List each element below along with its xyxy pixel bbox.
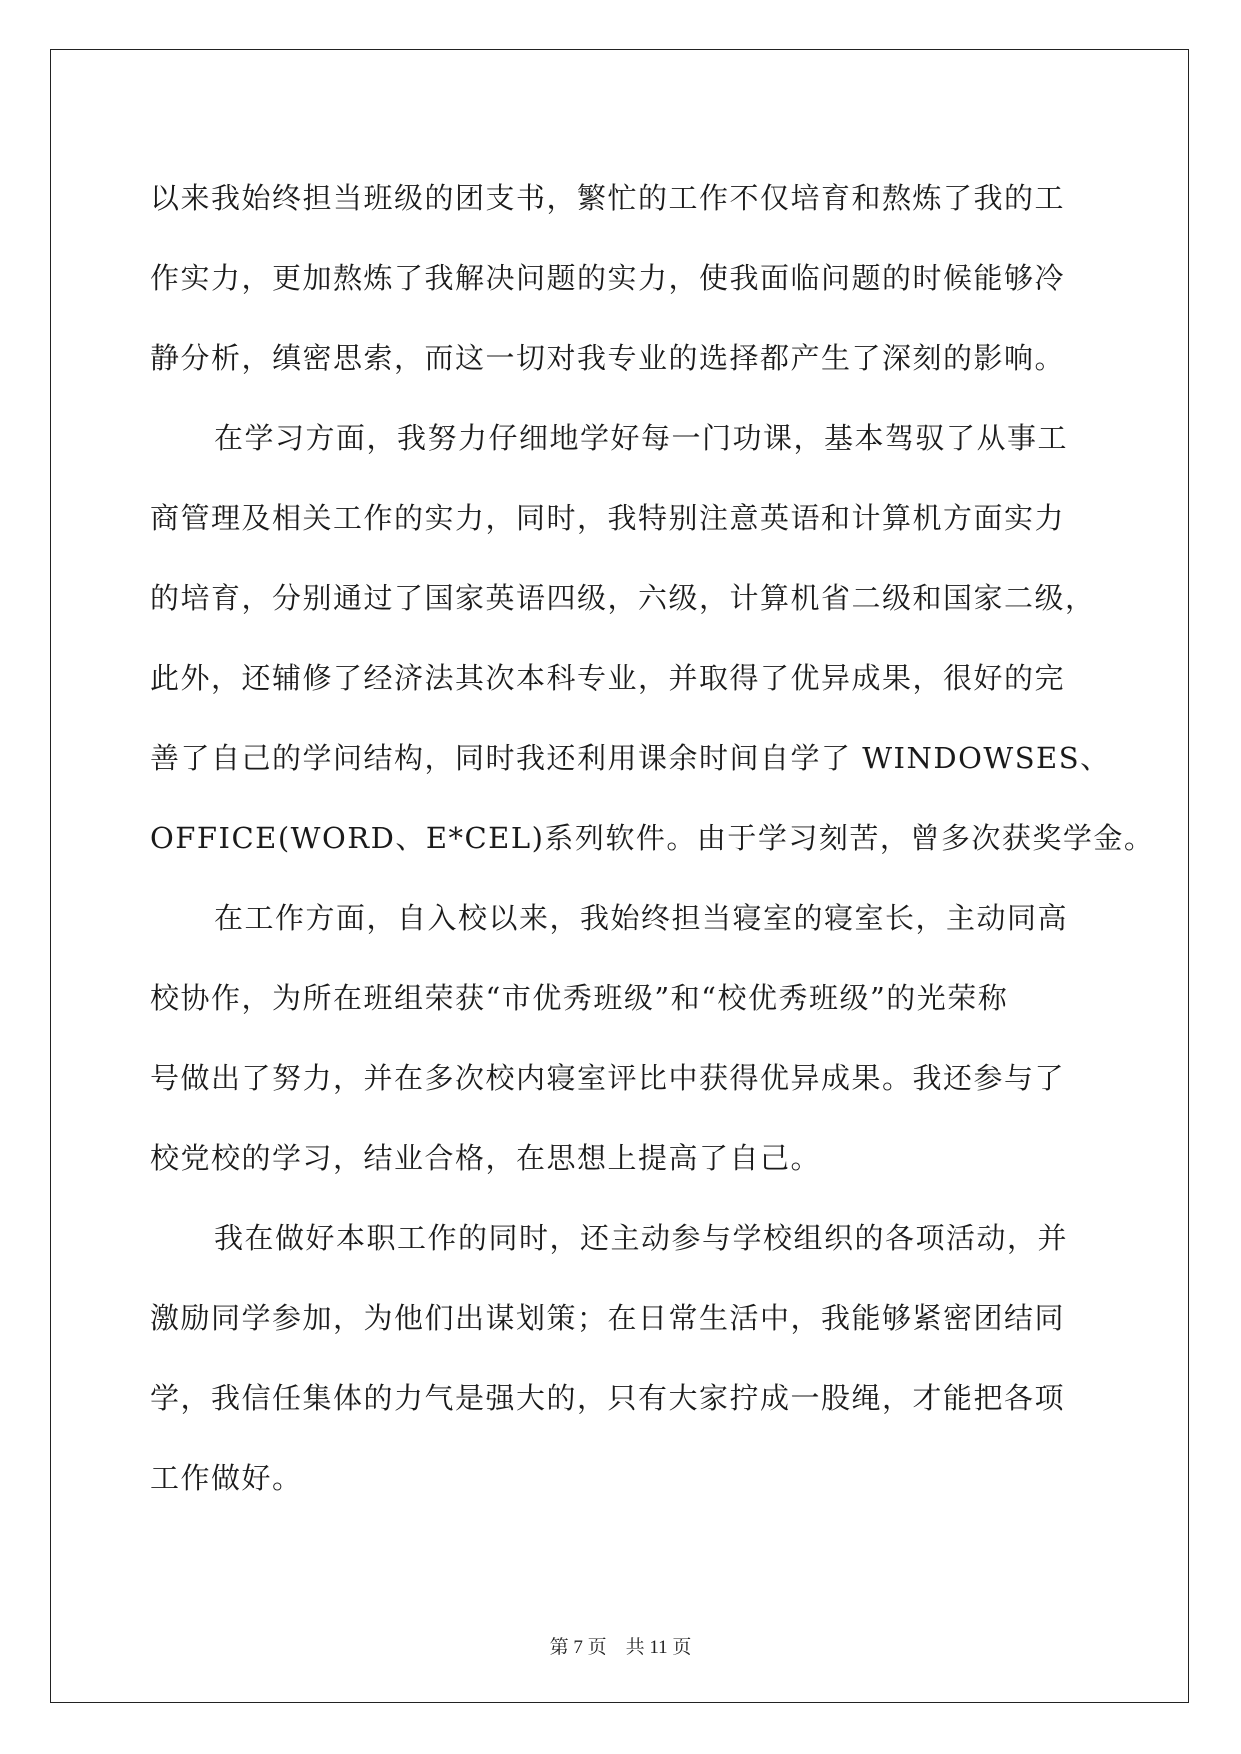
text-line: 在学习方面，我努力仔细地学好每一门功课，基本驾驭了从事工 <box>214 421 1069 455</box>
text-line: 激励同学参加，为他们出谋划策；在日常生活中，我能够紧密团结同 <box>150 1301 1066 1335</box>
text-line: 在工作方面，自入校以来，我始终担当寝室的寝室长，主动同高 <box>214 901 1069 935</box>
text-line: 校党校的学习，结业合格，在思想上提高了自己。 <box>150 1141 822 1175</box>
text-line: 我在做好本职工作的同时，还主动参与学校组织的各项活动，并 <box>214 1221 1069 1255</box>
document-body <box>150 158 1155 1518</box>
text-line: 此外，还辅修了经济法其次本科专业，并取得了优异成果，很好的完 <box>150 661 1066 695</box>
text-line: 号做出了努力，并在多次校内寝室评比中获得优异成果。我还参与了 <box>150 1061 1066 1095</box>
text-line: 善了自己的学问结构，同时我还利用课余时间自学了 WINDOWSES、 <box>150 741 1111 775</box>
text-line: 的培育，分别通过了国家英语四级，六级，计算机省二级和国家二级， <box>150 581 1096 615</box>
text-line: 校协作，为所在班组荣获“市优秀班级”和“校优秀班级”的光荣称 <box>150 981 1009 1015</box>
text-line: OFFICE(WORD、E*CEL)系列软件。由于学习刻苦，曾多次获奖学金。 <box>150 821 1155 855</box>
page-number-footer: 第 7 页 共 11 页 <box>549 1637 692 1658</box>
text-line: 商管理及相关工作的实力，同时，我特别注意英语和计算机方面实力 <box>150 501 1066 535</box>
text-line: 作实力，更加熬炼了我解决问题的实力，使我面临问题的时候能够冷 <box>150 261 1066 295</box>
text-line: 学，我信任集体的力气是强大的，只有大家拧成一股绳，才能把各项 <box>150 1381 1066 1415</box>
text-line: 以来我始终担当班级的团支书，繁忙的工作不仅培育和熬炼了我的工 <box>150 181 1066 215</box>
text-line: 工作做好。 <box>150 1461 303 1495</box>
text-line: 静分析，缜密思索，而这一切对我专业的选择都产生了深刻的影响。 <box>150 341 1066 375</box>
